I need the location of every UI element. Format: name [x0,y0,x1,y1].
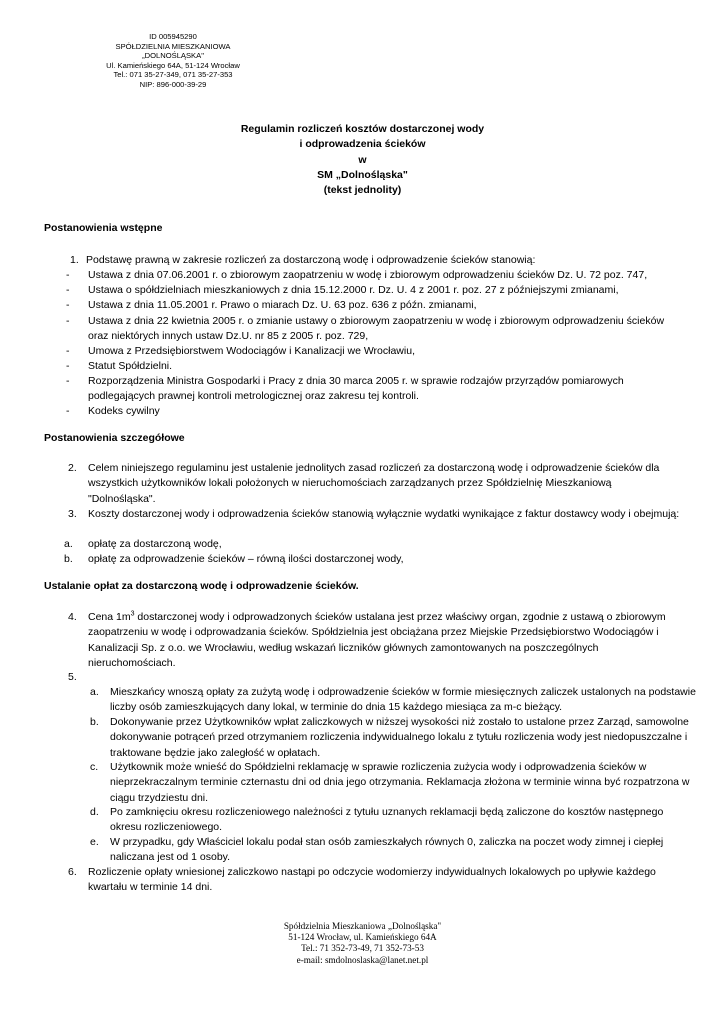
footer-line-3: Tel.: 71 352-73-49, 71 352-73-53 [301,943,424,954]
header-stamp [98,32,248,90]
point-1-text: Podstawę prawną w zakresie rozliczeń za dostarczoną wodę i odprowadzenie ścieków stanowią: [86,254,536,266]
legal-basis-item: Ustawa z dnia 11.05.2001 r. Prawo o miarach Dz. U. 63 poz. 636 z późn. zmianami, [88,299,477,311]
legal-basis-item: Statut Spółdzielni. [88,360,173,372]
point-number: 3. [68,508,77,520]
legal-basis-item: Ustawa o spółdzielniach mieszkaniowych z dnia 15.12.2000 r. Dz. U. 4 z 2001 r. poz. 27 z późniejszymi zmianami, [88,284,619,296]
letter-marker: b. [64,553,73,565]
section-heading-intro: Postanowienia wstępne [44,222,163,234]
subpoint-text: Po zamknięciu okresu rozliczeniowego należności z tytułu uznanych reklamacji będą zaliczone do kosztów następnego okresu rozliczeniowego. [110,806,664,834]
footer-line-1: Spółdzielnia Mieszkaniowa „Dolnośląska" [283,921,442,931]
letter-marker: d. [90,806,99,818]
legal-basis-item: Umowa z Przedsiębiorstwem Wodociągów i Kanalizacji we Wrocławiu, [88,345,415,357]
point-2-text: Celem niniejszego regulaminu jest ustalenie jednolitych zasad rozliczeń za dostarczoną wodę i odprowadzenie ścieków dla wszystkich użytkowników lokali położonych w nieruchomościach zarządzanych przez Spółdzielnię Mieszkaniową "Dolnośląska". [88,462,660,505]
point-6-text: Rozliczenie opłaty wniesionej zaliczkowo nastąpi po odczycie wodomierzy indywidualnych lokalowych po upływie każdego kwartału w terminie 14 dni. [88,866,656,894]
legal-basis-item: Rozporządzenia Ministra Gospodarki i Pracy z dnia 30 marca 2005 r. w sprawie rodzajów przyrządów pomiarowych podlegających prawnej kontroli metrologicznej oraz zakresu tej kontroli. [88,375,624,403]
subpoint-text: Mieszkańcy wnoszą opłaty za zużytą wodę i odprowadzenie ścieków w formie miesięcznych zaliczek ustalonych na podstawie liczby osób zamieszkujących dany lokal, w terminie do dnia 15 każdego miesiąca za m-c bieżący. [110,686,696,714]
title-line-5: (tekst jednolity) [323,184,402,197]
title-line-2: i odprowadzenia ścieków [299,138,426,151]
dash-marker: - [66,315,70,327]
subpoint-text: Dokonywanie przez Użytkowników wpłat zaliczkowych w niższej wysokości niż zostało to ustalone przez Zarząd, samowolne dokonywanie potrąceń przed otrzymaniem rozliczenia indywidualnego lokalu z tytułu rozliczenia wody jest niedopuszczalne i traktowane będzie jako zaległość w opłatach. [110,716,689,759]
legal-basis-item: Ustawa z dnia 07.06.2001 r. o zbiorowym zaopatrzeniu w wodę i zbiorowym odprowadzeniu ścieków Dz. U. 72 poz. 747, [88,269,648,281]
subpoint-text: W przypadku, gdy Właściciel lokalu podał stan osób zamieszkałych równych 0, zaliczka na poczet wody zimnej i ciepłej naliczana jest od 1 osoby. [110,836,664,864]
letter-marker: e. [90,836,99,848]
legal-basis-item: Kodeks cywilny [88,405,160,417]
point-number: 1. [70,254,79,266]
letter-marker: a. [64,538,73,550]
footer [0,921,725,966]
dash-marker: - [66,405,70,417]
point-number: 2. [68,462,77,474]
dash-marker: - [66,360,70,372]
point-4-text [88,610,688,671]
dash-marker: - [66,375,70,387]
footer-email: e-mail: smdolnoslaska@lanet.net.pl [296,954,429,965]
document-title [0,122,725,198]
letter-marker: a. [90,686,99,698]
point-number: 4. [68,611,77,623]
dash-marker: - [66,269,70,281]
title-line-1: Regulamin rozliczeń kosztów dostarczonej wody [240,123,485,135]
letter-marker: b. [90,716,99,728]
dash-marker: - [66,284,70,296]
header-nip: NIP: 896-000-39-29 [139,79,207,89]
point-3-text: Koszty dostarczonej wody i odprowadzenia ścieków stanowią wyłącznie wydatki wynikające z faktur dostawcy wody i obejmują: [88,508,680,520]
point-number: 5. [68,671,77,683]
header-name: „DOLNOŚLĄSKA" [142,51,204,61]
point-number: 6. [68,866,77,878]
section-heading-fees: Ustalanie opłat za dostarczoną wodę i odprowadzenie ścieków. [44,580,359,592]
point-4-pre: Cena 1m [88,611,131,623]
subpoint-text: Użytkownik może wnieść do Spółdzielni reklamację w sprawie rozliczenia zużycia wody i odprowadzenia ścieków w nieprzekraczalnym terminie czternastu dni od dnia jego otrzymania. Reklamacja złożona w terminie winna być rozpatrzona w ciągu trzydziestu dni. [110,761,690,804]
dash-marker: - [66,345,70,357]
cost-item-sewage: opłatę za odprowadzenie ścieków – równą ilości dostarczonej wody, [88,553,404,565]
superscript-3: 3 [130,610,135,618]
cost-item-water: opłatę za dostarczoną wodę, [88,538,222,550]
title-line-4: SM „Dolnośląska" [317,168,408,181]
dash-marker: - [66,299,70,311]
header-address: Ul. Kamieńskiego 64A, 51-124 Wrocław [106,60,240,70]
legal-basis-item: Ustawa z dnia 22 kwietnia 2005 r. o zmianie ustawy o zbiorowym zaopatrzeniu w wodę i zbiorowym odprowadzeniu ścieków oraz niektórych innych ustaw Dz.U. nr 85 z 2005 r. poz. 729, [88,315,665,343]
section-heading-details: Postanowienia szczegółowe [44,432,185,444]
title-line-3: w [358,153,367,166]
point-4-post: dostarczonej wody i odprowadzonych ścieków ustalana jest przez właściwy organ, zgodnie z ustawą o zbiorowym zaopatrzeniu w wodę i odprowadzania ścieków. Spółdzielnia jest obciążana przez Miejskie Przedsiębiorstwo Wodociągów i Kanalizacji Sp. z o.o. we Wrocławiu, według wskazań liczników głównych zamontowanych na poszczególnych nieruchomościach. [88,611,666,669]
header-org: SPÓŁDZIELNIA MIESZKANIOWA [115,41,231,51]
footer-line-2: 51-124 Wrocław, ul. Kamieńskiego 64A [288,932,437,943]
header-id: ID 005945290 [149,32,197,41]
header-tel: Tel.: 071 35-27-349, 071 35-27-353 [113,70,233,80]
letter-marker: c. [90,761,99,773]
